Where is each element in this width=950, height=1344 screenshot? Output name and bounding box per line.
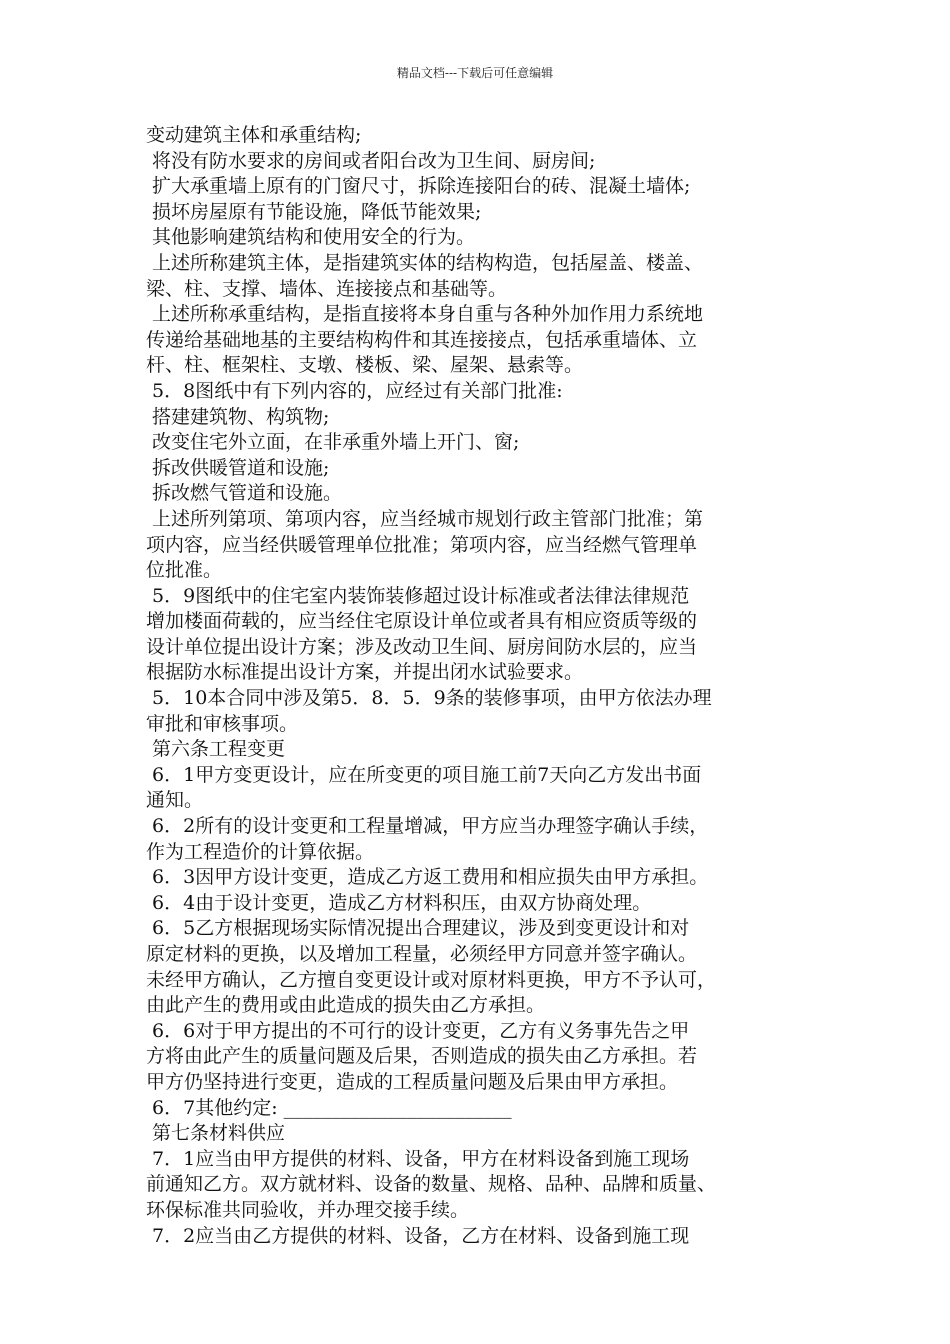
text-line: 原定材料的更换，以及增加工程量，必须经甲方同意并签字确认。 xyxy=(146,943,698,965)
text-line: 7．2应当由乙方提供的材料、设备，乙方在材料、设备到施工现 xyxy=(146,1224,690,1247)
text-line: 7．1应当由甲方提供的材料、设备，甲方在材料设备到施工现场 xyxy=(146,1147,690,1170)
text-line: 环保标准共同验收，并办理交接手续。 xyxy=(146,1198,470,1221)
document-body xyxy=(146,123,826,1249)
text-line: 6．3因甲方设计变更，造成乙方返工费用和相应损失由甲方承担。 xyxy=(146,866,709,889)
text-line: 6．5乙方根据现场实际情况提出合理建议，涉及到变更设计和对 xyxy=(146,917,690,940)
text-line: 6．4由于设计变更，造成乙方材料积压，由双方协商处理。 xyxy=(146,891,652,914)
section-heading: 第七条材料供应 xyxy=(146,1122,286,1145)
text-line: 传递给基础地基的主要结构构件和其连接接点，包括承重墙体、立 xyxy=(146,328,698,351)
text-line: 根据防水标准提出设计方案，并提出闭水试验要求。 xyxy=(146,661,584,684)
text-line: 作为工程造价的计算依据。 xyxy=(146,840,375,863)
text-line: 设计单位提出设计方案；涉及改动卫生间、厨房间防水层的，应当 xyxy=(146,635,698,658)
text-line: 改变住宅外立面，在非承重外墙上开门、窗; xyxy=(146,431,520,454)
text-line: 变动建筑主体和承重结构; xyxy=(146,124,362,146)
text-line: 其他影响建筑结构和使用安全的行为。 xyxy=(146,226,476,249)
text-line: 上述所列第项、第项内容，应当经城市规划行政主管部门批准；第 xyxy=(146,507,704,530)
text-line: 上述所称建筑主体，是指建筑实体的结构构造，包括屋盖、楼盖、 xyxy=(146,251,704,274)
text-line: 上述所称承重结构，是指直接将本身自重与各种外加作用力系统地 xyxy=(146,303,704,326)
text-line: 梁、柱、支撑、墙体、连接接点和基础等。 xyxy=(146,277,508,300)
text-line: 将没有防水要求的房间或者阳台改为卫生间、厨房间; xyxy=(146,149,596,172)
text-line: 增加楼面荷载的，应当经住宅原设计单位或者具有相应资质等级的 xyxy=(146,610,698,633)
text-line: 5．10本合同中涉及第5．8．5．9条的装修事项，由甲方依法办理 xyxy=(146,687,712,710)
text-line: 搭建建筑物、构筑物; xyxy=(146,405,330,428)
text-line: 5．8图纸中有下列内容的，应经过有关部门批准: xyxy=(146,379,563,402)
text-line: 由此产生的费用或由此造成的损失由乙方承担。 xyxy=(146,994,546,1017)
text-line: 拆改供暖管道和设施; xyxy=(146,456,330,479)
text-line: 审批和审核事项。 xyxy=(146,712,299,735)
text-line: 未经甲方确认，乙方擅自变更设计或对原材料更换，甲方不予认可， xyxy=(146,968,717,991)
text-line: 6．6对于甲方提出的不可行的设计变更，乙方有义务事先告之甲 xyxy=(146,1019,690,1042)
text-line: 损坏房屋原有节能设施，降低节能效果; xyxy=(146,200,482,223)
text-line: 位批准。 xyxy=(146,559,223,582)
text-line: 杆、柱、框架柱、支墩、楼板、梁、屋架、悬索等。 xyxy=(146,354,584,377)
text-line: 6．1甲方变更设计，应在所变更的项目施工前7天向乙方发出书面 xyxy=(146,763,702,786)
text-line: 扩大承重墙上原有的门窗尺寸，拆除连接阳台的砖、混凝土墙体; xyxy=(146,175,691,198)
text-line: 5．9图纸中的住宅室内装饰装修超过设计标准或者法律法律规范 xyxy=(146,584,690,607)
text-line: 甲方仍坚持进行变更，造成的工程质量问题及后果由甲方承担。 xyxy=(146,1070,679,1093)
text-line: 项内容，应当经供暖管理单位批准；第项内容，应当经燃气管理单 xyxy=(146,533,698,556)
text-line: 前通知乙方。双方就材料、设备的数量、规格、品种、品牌和质量、 xyxy=(146,1173,717,1196)
text-line: 方将由此产生的质量问题及后果，否则造成的损失由乙方承担。若 xyxy=(146,1045,698,1068)
text-line: 通知。 xyxy=(146,789,204,812)
text-line-with-blank: 6．7其他约定: ________________________ xyxy=(146,1096,512,1119)
page-header: 精品文档---下载后可任意编辑 xyxy=(396,66,554,80)
text-line: 拆改燃气管道和设施。 xyxy=(146,482,343,505)
text-line: 6．2所有的设计变更和工程量增减，甲方应当办理签字确认手续， xyxy=(146,815,709,838)
section-heading: 第六条工程变更 xyxy=(146,738,286,761)
